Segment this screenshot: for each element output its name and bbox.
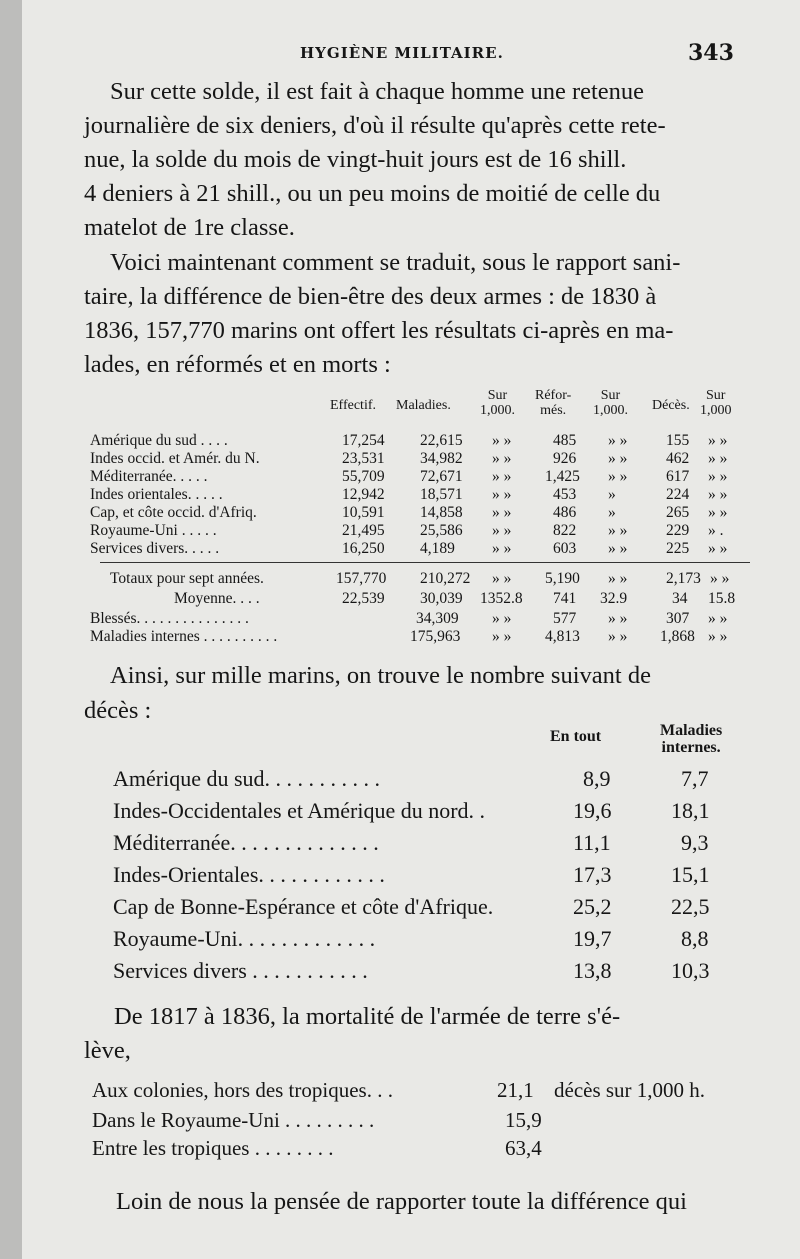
text-line: lève,: [84, 1037, 131, 1064]
table-row: Dans le Royaume-Uni . . . . . . . . . 15,9: [92, 1108, 542, 1132]
table-row: Indes occid. et Amér. du N. 23,531 34,982 » » 926 » » 462 » »: [90, 450, 728, 467]
table-row: Amérique du sud . . . . 17,254 22,615 » » 485 » » 155 » »: [90, 432, 728, 449]
table-row: Indes-Occidentales et Amérique du nord. . 19,6 18,1: [113, 798, 710, 823]
text-line: 4 deniers à 21 shill., ou un peu moins de moitié de celle du: [84, 180, 661, 207]
text-line: taire, la différence de bien-être des deux armes : de 1830 à: [84, 283, 657, 310]
text-line: Sur cette solde, il est fait à chaque homme une retenue: [110, 78, 645, 105]
text-line: nue, la solde du mois de vingt-huit jours est de 16 shill.: [84, 146, 627, 173]
col-header-maladies: Maladies.: [396, 398, 451, 413]
table-rule: [100, 562, 750, 563]
table-row: Cap, et côte occid. d'Afriq. 10,591 14,858 » » 486 » 265 » »: [90, 504, 728, 521]
table-row-blesses: Blessés. . . . . . . . . . . . . . . 34,309 » » 577 » » 307 » »: [90, 610, 728, 627]
text-line: journalière de six deniers, d'où il résulte qu'après cette rete-: [84, 112, 666, 139]
col-header-sur-2: Sur 1,000.: [593, 388, 628, 418]
col-header-maladies-internes: Maladies internes.: [660, 722, 723, 756]
col-header-en-tout: En tout: [550, 728, 602, 745]
col-header-sur-3: Sur 1,000: [700, 388, 732, 418]
col-header-deces: Décès.: [652, 398, 690, 413]
table-row: Indes-Orientales. . . . . . . . . . . . 17,3 15,1: [113, 862, 710, 887]
text-line: lades, en réformés et en morts :: [84, 351, 391, 378]
table-row: Royaume-Uni . . . . . 21,495 25,586 » » 822 » » 229 » .: [90, 522, 724, 539]
table-row: Services divers . . . . . . . . . . . 13,8 10,3: [113, 958, 710, 983]
table-row: Services divers. . . . . 16,250 4,189 » » 603 » » 225 » »: [90, 540, 728, 557]
text-line: Voici maintenant comment se traduit, sous le rapport sani-: [110, 249, 681, 276]
running-header: HYGIÈNE MILITAIRE.: [300, 44, 504, 62]
col-header-sur-1: Sur 1,000.: [480, 388, 515, 418]
table-row: Cap de Bonne-Espérance et côte d'Afrique. 25,2 22,5: [113, 894, 710, 919]
table-row-totals: Totaux pour sept années. 157,770 210,272 » » 5,190 » » 2,173 » »: [110, 570, 730, 587]
page-number: 343: [688, 40, 734, 66]
col-header-effectif: Effectif.: [330, 398, 376, 413]
col-header-reformes: Réfor- més.: [535, 388, 572, 418]
table-row: Amérique du sud. . . . . . . . . . . 8,9 7,7: [113, 766, 709, 791]
page-gutter-shadow: [0, 0, 22, 1259]
text-line: Ainsi, sur mille marins, on trouve le nombre suivant de: [110, 662, 651, 689]
table-row: Royaume-Uni. . . . . . . . . . . . . 19,7 8,8: [113, 926, 709, 951]
text-line: matelot de 1re classe.: [84, 214, 295, 241]
table-row: Méditerranée. . . . . . . . . . . . . . 11,1 9,3: [113, 830, 709, 855]
text-line: décès :: [84, 697, 152, 724]
table-row-moyenne: Moyenne. . . . 22,539 30,039 1352.8 741 32.9 34 15.8: [174, 590, 736, 607]
table-row: Aux colonies, hors des tropiques. . . 21,1 décès sur 1,000 h.: [92, 1078, 706, 1102]
table-row-maladies-internes: Maladies internes . . . . . . . . . . 175,963 » » 4,813 » » 1,868 » »: [90, 628, 728, 645]
text-line: De 1817 à 1836, la mortalité de l'armée de terre s'é-: [114, 1003, 621, 1030]
table-row: Méditerranée. . . . . 55,709 72,671 » » 1,425 » » 617 » »: [90, 468, 728, 485]
text-line: 1836, 157,770 marins ont offert les résultats ci-après en ma-: [84, 317, 674, 344]
table-row: Indes orientales. . . . . 12,942 18,571 » » 453 » 224 » »: [90, 486, 728, 503]
text-line: Loin de nous la pensée de rapporter toute la différence qui: [116, 1188, 687, 1215]
table-row: Entre les tropiques . . . . . . . . 63,4: [92, 1136, 542, 1160]
